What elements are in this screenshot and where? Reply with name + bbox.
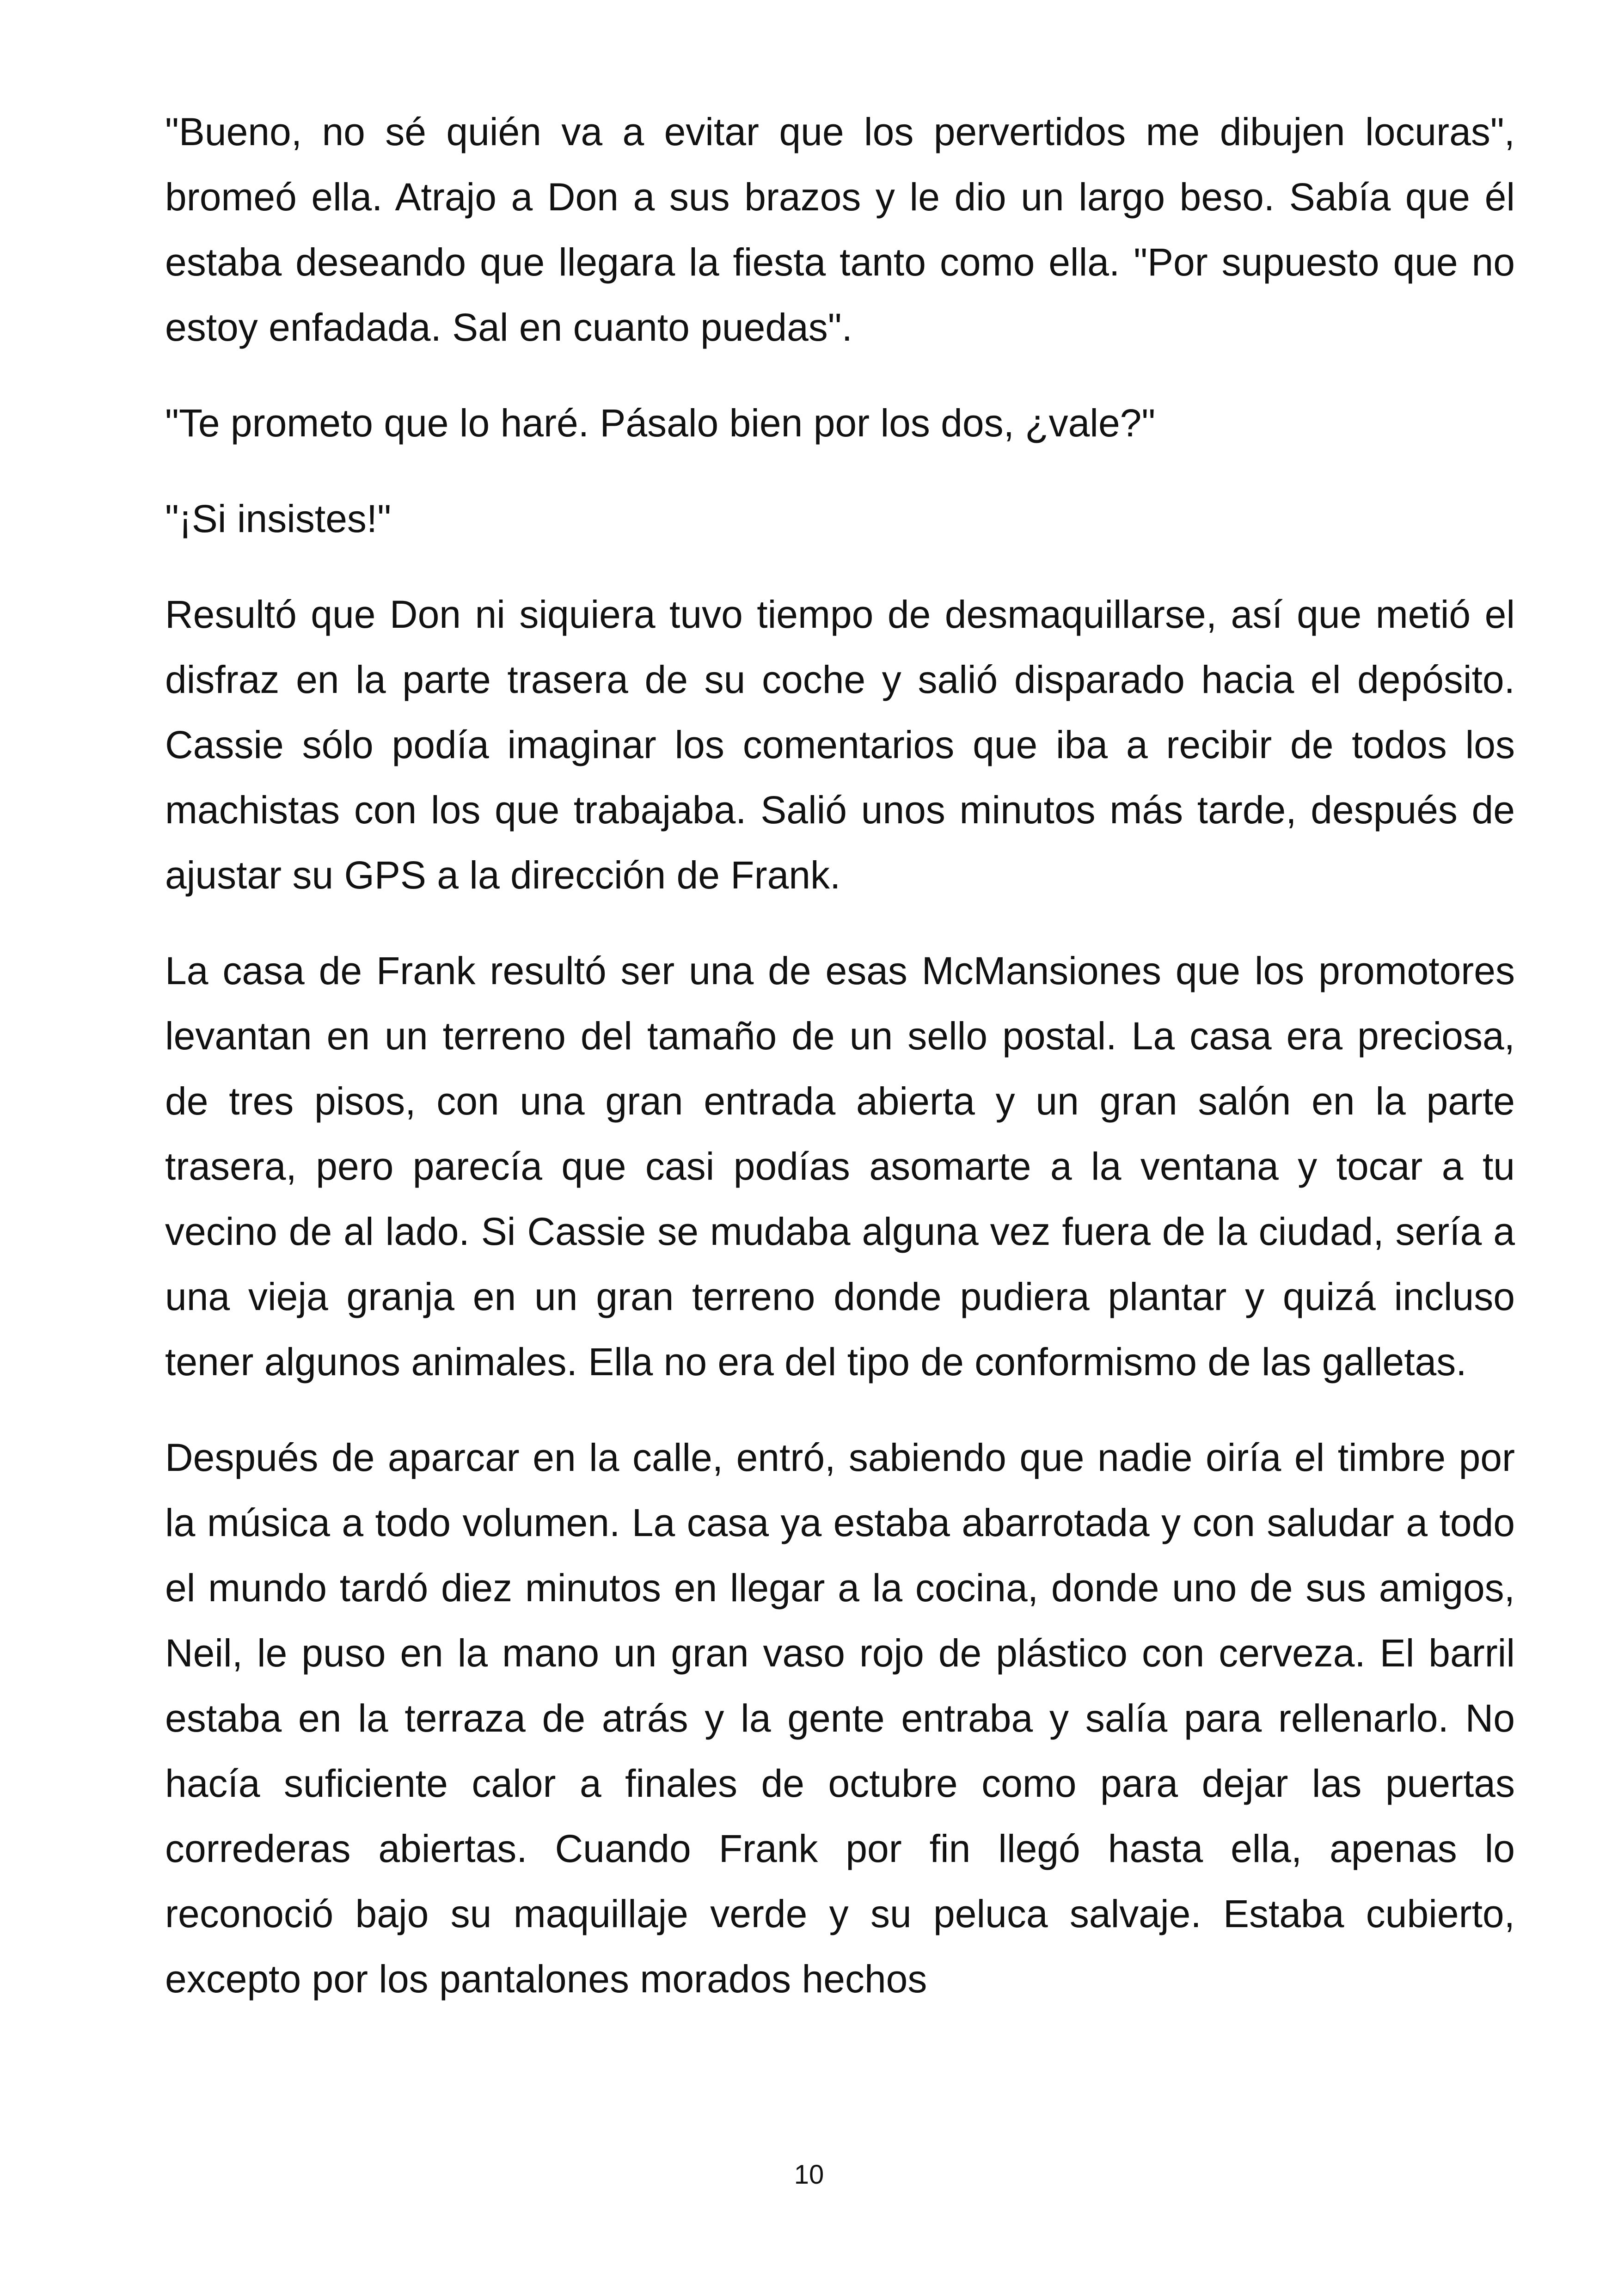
- paragraph-3: "¡Si insistes!": [165, 497, 392, 540]
- paragraph-6: Después de aparcar en la calle, entró, sabiendo que nadie oiría el timbre por la música a todo volumen. La casa ya estaba abarrotada y con saludar a todo el mundo tardó diez minutos en llegar a la cocina, donde uno de sus amigos, Neil, le puso en la mano un gran vaso rojo de plástico con cerveza. El barril estaba en la terraza de atrás y la gente entraba y salía para rellenarlo. No hacía suficiente calor a finales de octubre como para dejar las puertas correderas abiertas. Cuando Frank por fin llegó hasta ella, apenas lo reconoció bajo su maquillaje verde y su peluca salvaje. Estaba cubierto, excepto por los pantalones morados hechos: [165, 1436, 1515, 2001]
- paragraph-2: "Te prometo que lo haré. Pásalo bien por los dos, ¿vale?": [165, 401, 1156, 445]
- paragraph-5: La casa de Frank resultó ser una de esas McMansiones que los promotores levantan en un terreno del tamaño de un sello postal. La casa era preciosa, de tres pisos, con una gran entrada abierta y un gran salón en la parte trasera, pero parecía que casi podías asomarte a la ventana y tocar a tu vecino de al lado. Si Cassie se mudaba alguna vez fuera de la ciudad, sería a una vieja granja en un gran terreno donde pudiera plantar y quizá incluso tener algunos animales. Ella no era del tipo de conformismo de las galletas.: [165, 949, 1515, 1384]
- body-text: [165, 99, 1515, 2042]
- paragraph-1: "Bueno, no sé quién va a evitar que los pervertidos me dibujen locuras", bromeó ella. Atrajo a Don a sus brazos y le dio un largo beso. Sabía que él estaba deseando que llegara la fiesta tanto como ella. "Por supuesto que no estoy enfadada. Sal en cuanto puedas".: [165, 110, 1515, 349]
- page-number: 10: [794, 2160, 824, 2190]
- paragraph-4: Resultó que Don ni siquiera tuvo tiempo de desmaquillarse, así que metió el disfraz en la parte trasera de su coche y salió disparado hacia el depósito. Cassie sólo podía imaginar los comentarios que iba a recibir de todos los machistas con los que trabajaba. Salió unos minutos más tarde, después de ajustar su GPS a la dirección de Frank.: [165, 593, 1515, 897]
